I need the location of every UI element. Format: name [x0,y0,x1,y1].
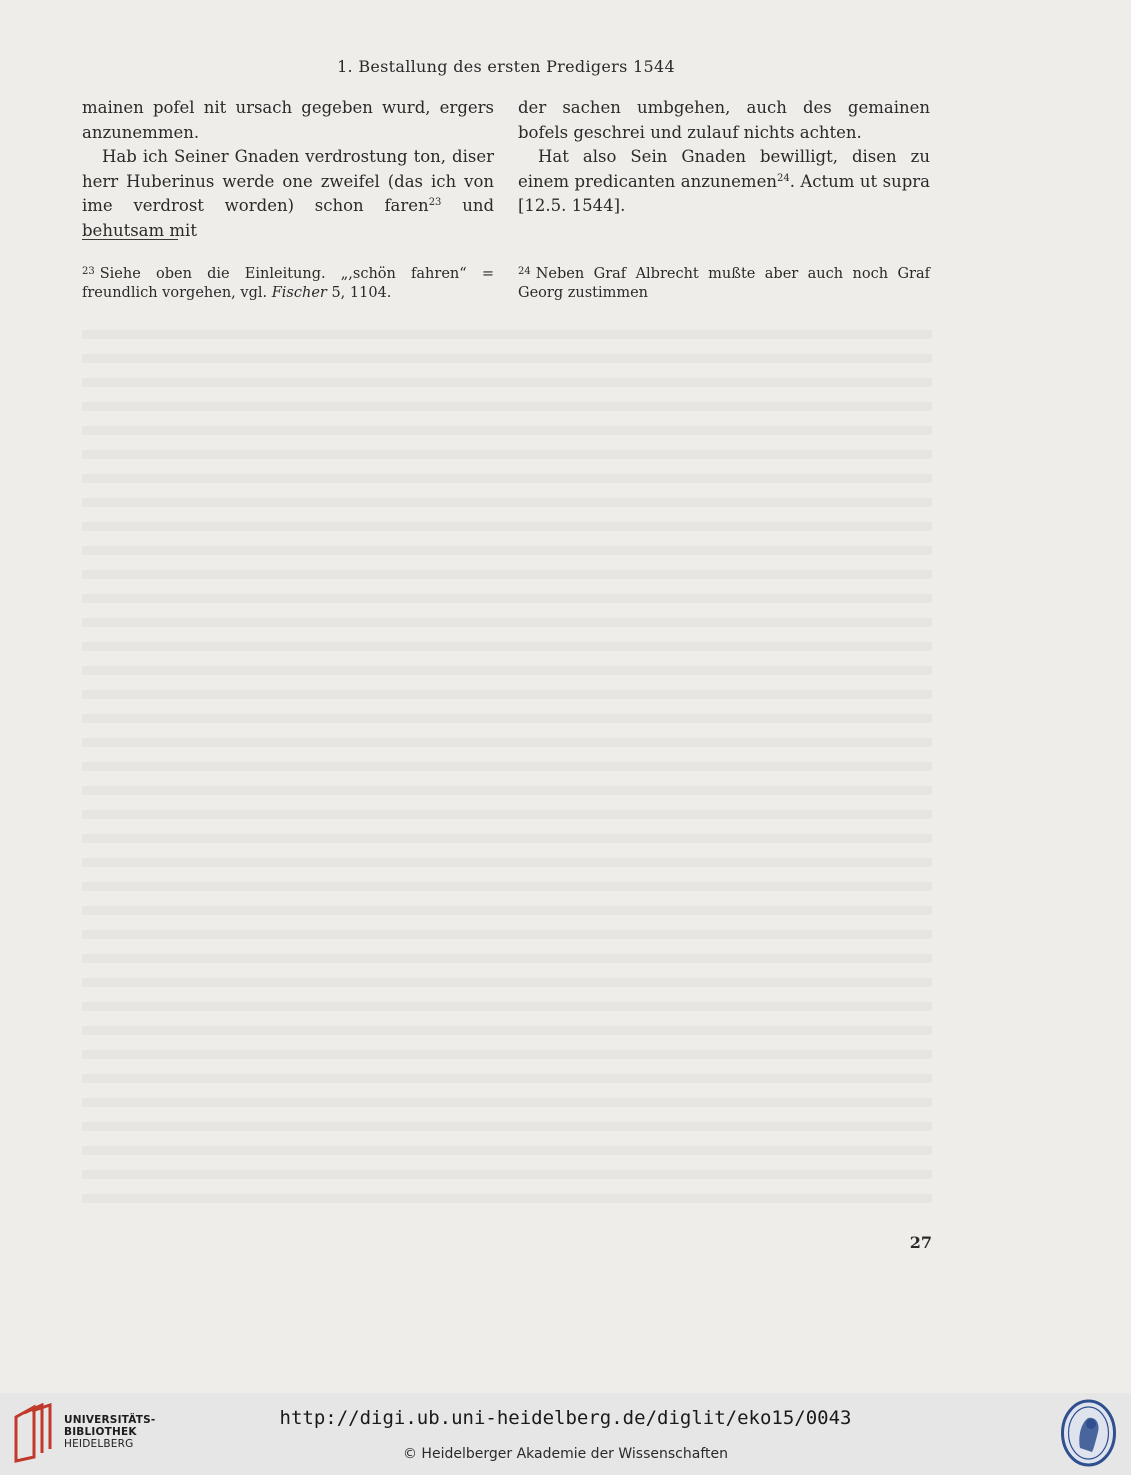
right-paragraph-1: der sachen umbgehen, auch des gemainen bofels geschrei und zulauf nichts achten. [518,98,930,142]
page-number: 27 [909,1233,932,1252]
footnote-ref-24[interactable]: 24 [776,172,790,184]
footnote-number-23: 23 [82,266,95,277]
footnote-23: $^{23}$ Siehe oben die Einleitung. „,schön fahren“ = freundlich vorgehen, vgl. Fischer 5, 1104. [82,266,494,301]
footnote-rule [82,239,178,240]
library-name: UNIVERSITÄTS- BIBLIOTHEK HEIDELBERG [64,1414,156,1450]
right-paragraph-2: Hat also Sein Gnaden bewilligt, disen zu einem predicanten anzunemen$^{24}$. Actum ut supra [12.5. 1544]. [518,147,930,215]
footnote-24: $^{24}$ Neben Graf Albrecht mußte aber auch noch Graf Georg zustimmen [518,266,930,301]
copyright-notice: © Heidelberger Akademie der Wissenschaften [402,1446,728,1462]
bleed-through-texture [82,330,932,1210]
footnote-number-24: 24 [518,266,531,277]
academy-seal-icon[interactable] [1060,1398,1117,1468]
viewer-footer [0,1393,1131,1475]
right-text-column [518,96,930,219]
footnote-ref-23[interactable]: 23 [428,197,442,208]
left-paragraph-1: mainen pofel nit ursach gegeben wurd, ergers anzunemmen. [82,98,494,142]
permalink-url[interactable]: http://digi.ub.uni-heidelberg.de/diglit/eko15/0043 [279,1407,852,1429]
running-head: 1. Bestallung des ersten Predigers 1544 [337,57,675,76]
footnote-italic-author: Fischer [271,285,327,301]
left-paragraph-2: Hab ich Seiner Gnaden verdrostung ton, diser herr Huberinus werde one zweifel (das ich von ime verdrost worden) schon faren$^{23}$ und behutsam mit [82,147,495,240]
left-text-column [82,96,494,243]
